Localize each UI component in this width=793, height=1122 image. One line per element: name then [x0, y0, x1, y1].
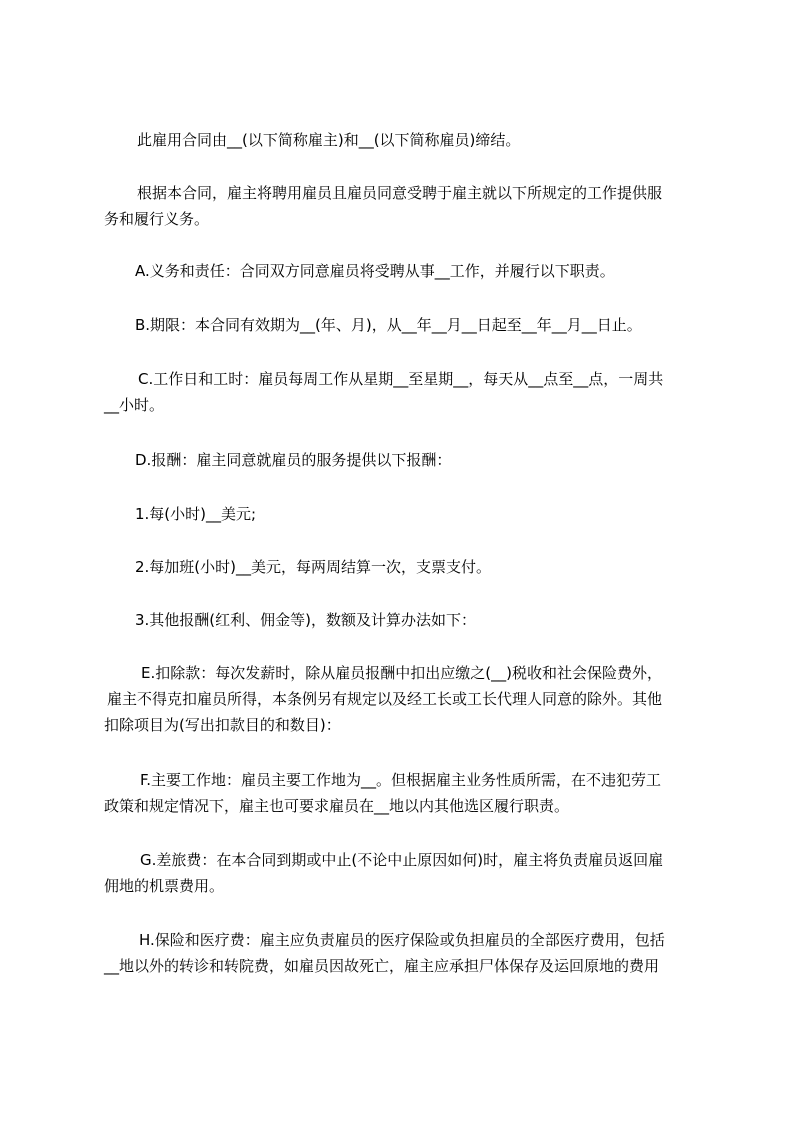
- text-line: A.义务和责任：合同双方同意雇员将受聘从事__工作，并履行以下职责。: [135, 262, 615, 280]
- text-line: 2.每加班(小时)__美元，每两周结算一次，支票支付。: [135, 558, 492, 576]
- clause-d-item-3: [135, 607, 735, 633]
- text-line: 3.其他报酬(红利、佣金等)，数额及计算办法如下：: [135, 611, 477, 629]
- text-line: 政策和规定情况下，雇主也可要求雇员在__地以内其他选区履行职责。: [104, 797, 570, 815]
- text-line: B.期限：本合同有效期为__(年、月)，从__年__月__日起至__年__月__日止。: [135, 316, 642, 334]
- clause-c: [104, 366, 704, 418]
- text-line: E.扣除款：每次发薪时，除从雇员报酬中扣出应缴之(__)税收和社会保险费外，: [141, 664, 662, 682]
- intro-paragraph: [137, 127, 737, 153]
- text-line: 雇主不得克扣雇员所得，本条例另有规定以及经工长或工长代理人同意的除外。其他: [107, 690, 663, 708]
- text-line: 务和履行义务。: [104, 210, 210, 228]
- text-line: C.工作日和工时：雇员每周工作从星期__至星期__，每天从__点至__点，一周共: [138, 370, 664, 388]
- clause-d-item-1: [135, 501, 735, 527]
- text-line: __小时。: [104, 396, 165, 414]
- text-line: __地以外的转诊和转院费，如雇员因故死亡，雇主应承担尸体保存及运回原地的费用: [104, 957, 660, 975]
- clause-g: [104, 847, 704, 899]
- preamble-paragraph: [104, 180, 704, 232]
- text-line: 此雇用合同由__(以下简称雇主)和__(以下简称雇员)缔结。: [137, 131, 521, 149]
- text-line: 佣地的机票费用。: [104, 877, 225, 895]
- text-line: 1.每(小时)__美元;: [135, 505, 257, 523]
- clause-h: [104, 927, 704, 979]
- clause-d-item-2: [135, 554, 735, 580]
- text-line: F.主要工作地：雇员主要工作地为__。但根据雇主业务性质所需，在不违犯劳工: [140, 771, 661, 789]
- clause-a: [135, 258, 735, 284]
- text-line: 扣除项目为(写出扣款目的和数目)：: [104, 716, 341, 734]
- text-line: D.报酬：雇主同意就雇员的服务提供以下报酬：: [135, 451, 452, 469]
- text-line: G.差旅费：在本合同到期或中止(不论中止原因如何)时，雇主将负责雇员返回雇: [140, 851, 664, 869]
- clause-f: [104, 767, 704, 819]
- text-line: H.保险和医疗费：雇主应负责雇员的医疗保险或负担雇员的全部医疗费用，包括: [139, 931, 665, 949]
- text-line: 根据本合同，雇主将聘用雇员且雇员同意受聘于雇主就以下所规定的工作提供服: [137, 184, 663, 202]
- clause-e: [104, 660, 704, 738]
- clause-b: [135, 312, 735, 338]
- clause-d: [135, 447, 735, 473]
